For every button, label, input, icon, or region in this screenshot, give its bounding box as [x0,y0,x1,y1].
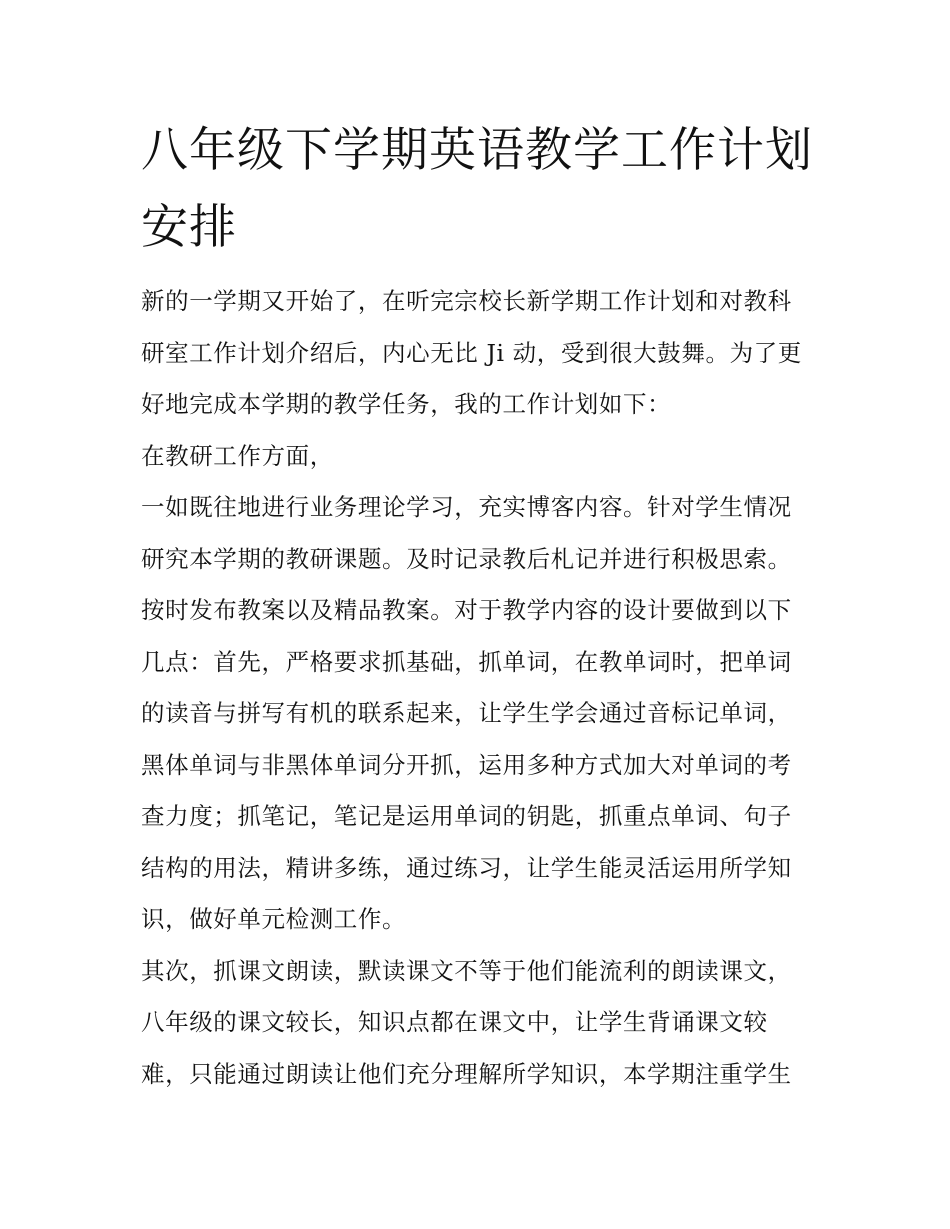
document-body [141,280,821,1104]
body-line-1: 新的一学期又开始了，在听完宗校长新学期工作计划和对教科 [141,287,792,315]
body-line-2: 研室工作计划介绍后，内心无比 Ji 动，受到很大鼓舞。为了更 [141,338,802,367]
body-line-16: 难，只能通过朗读让他们充分理解所学知识，本学期注重学生 [141,1059,792,1088]
body-line-5: 一如既往地进行业务理论学习，充实博客内容。针对学生情况 [141,493,792,521]
body-line-6: 研究本学期的教研课题。及时记录教后札记并进行积极思索。 [141,544,792,573]
body-line-3: 好地完成本学期的教学任务，我的工作计划如下： [141,390,672,418]
body-line-13: 识，做好单元检测工作。 [141,905,407,933]
body-line-15: 八年级的课文较长，知识点都在课文中，让学生背诵课文较 [141,1008,768,1036]
body-line-10: 黑体单词与非黑体单词分开抓，运用多种方式加大对单词的考 [141,750,792,779]
body-line-12: 结构的用法，精讲多练，通过练习，让学生能灵活运用所学知 [141,853,792,882]
body-line-14: 其次，抓课文朗读，默读课文不等于他们能流利的朗读课文， [141,956,792,985]
body-line-7: 按时发布教案以及精品教案。对于教学内容的设计要做到以下 [141,596,792,624]
body-line-8: 几点：首先，严格要求抓基础，抓单词，在教单词时，把单词 [141,647,792,676]
body-line-11: 查力度；抓笔记，笔记是运用单词的钥匙，抓重点单词、句子 [141,802,792,830]
body-line-4: 在教研工作方面， [141,441,334,470]
page-title: 八年级下学期英语教学工作计划安排 [141,123,813,255]
body-line-9: 的读音与拼写有机的联系起来，让学生学会通过音标记单词， [141,699,792,727]
